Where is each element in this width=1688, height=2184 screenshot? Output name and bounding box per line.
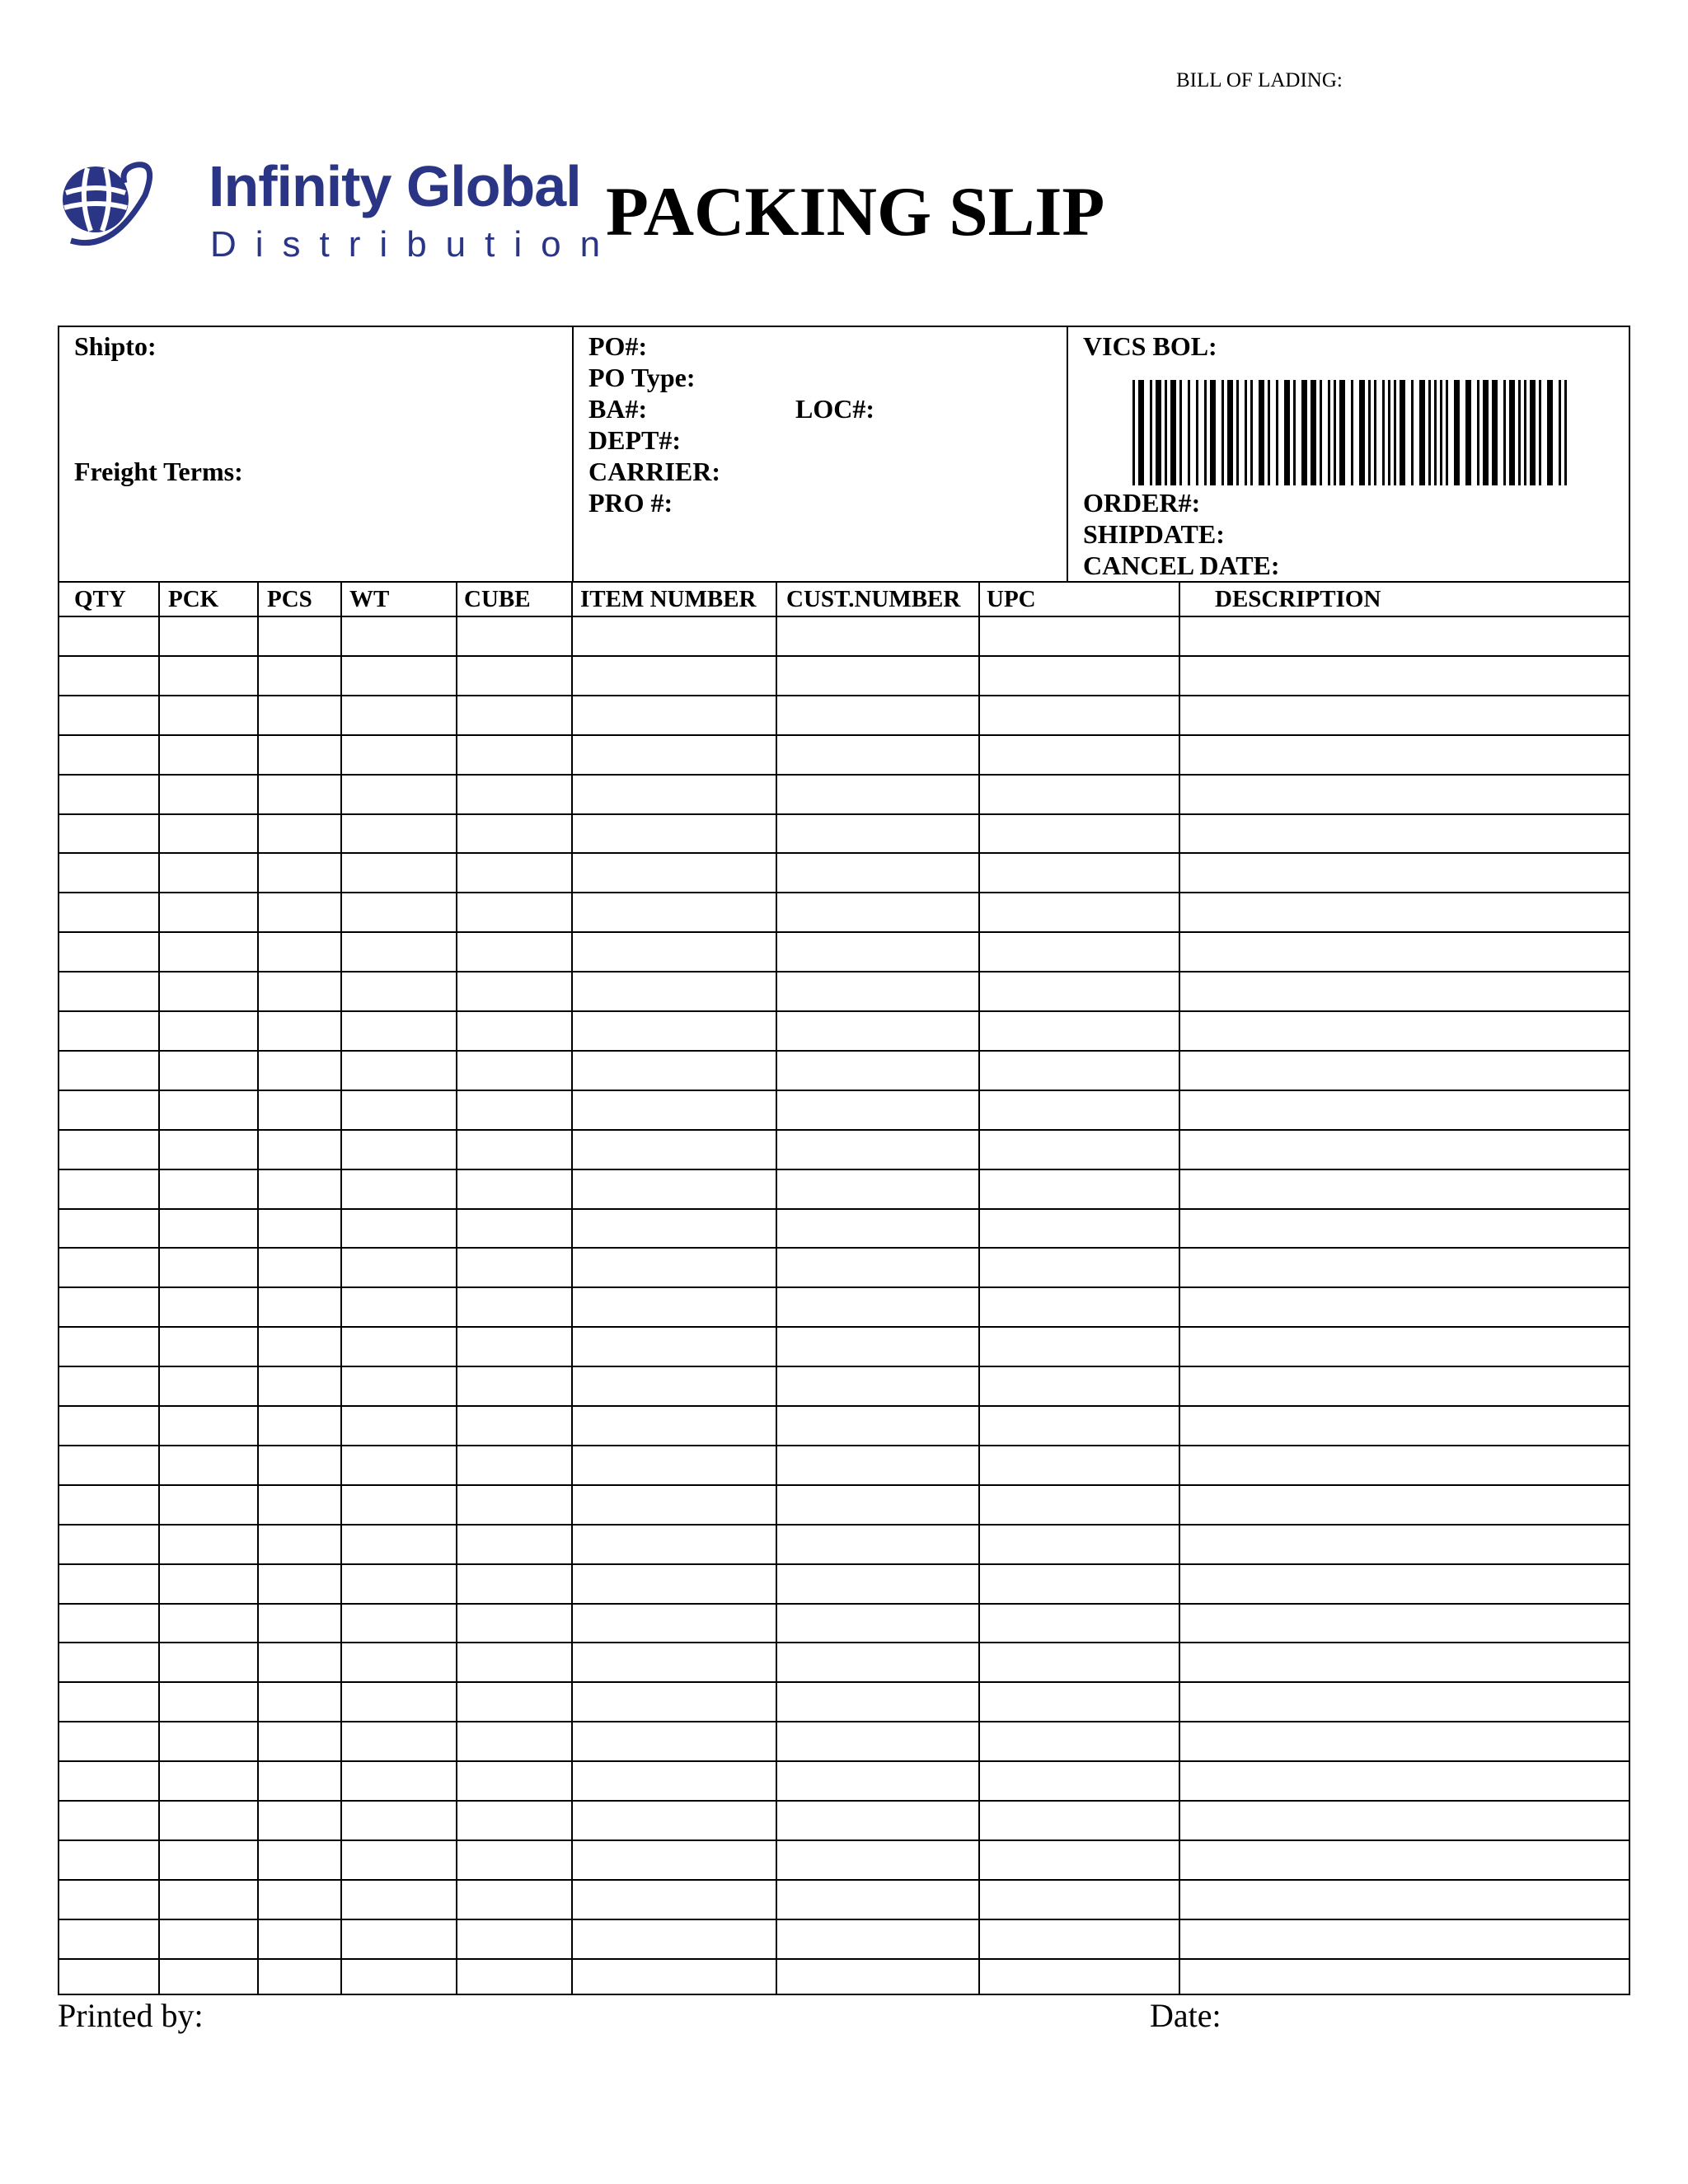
column-divider (776, 583, 777, 1994)
table-row (59, 1760, 1629, 1762)
table-row (59, 1642, 1629, 1643)
table-row (59, 1445, 1629, 1446)
table-row (59, 734, 1629, 736)
table-row (59, 971, 1629, 972)
column-header-item-number: ITEM NUMBER (580, 586, 757, 612)
vics-bol-label: VICS BOL: (1083, 331, 1217, 361)
table-row (59, 852, 1629, 854)
column-header-wt: WT (349, 586, 390, 612)
shipto-label: Shipto: (74, 331, 157, 361)
table-row (59, 1010, 1629, 1012)
table-row (59, 1366, 1629, 1367)
table-row (59, 1919, 1629, 1920)
table-row (59, 1050, 1629, 1052)
barcode-icon (1132, 380, 1569, 485)
table-row (59, 813, 1629, 815)
column-header-pck: PCK (168, 586, 219, 612)
table-row (59, 1800, 1629, 1802)
table-row (59, 1405, 1629, 1407)
column-divider (571, 583, 573, 1994)
table-row (59, 695, 1629, 696)
printed-by-label: Printed by: (58, 1997, 204, 2034)
column-header-cust-number: CUST.NUMBER (786, 586, 961, 612)
column-header-cube: CUBE (464, 586, 531, 612)
table-row (59, 616, 1629, 617)
table-row (59, 1524, 1629, 1526)
table-row (59, 1840, 1629, 1841)
po-number-label: PO#: (588, 331, 648, 361)
column-header-description: DESCRIPTION (1215, 586, 1381, 612)
column-divider (978, 583, 980, 1994)
items-table (58, 581, 1630, 1995)
table-row (59, 1090, 1629, 1091)
logo-wordmark: Infinity Global (209, 154, 581, 218)
table-row (59, 1603, 1629, 1605)
column-divider (257, 583, 259, 1994)
table-row (59, 1169, 1629, 1170)
column-divider (158, 583, 160, 1994)
table-row (59, 774, 1629, 776)
column-divider (1179, 583, 1180, 1994)
globe-icon (63, 165, 150, 243)
cancel-date-label: CANCEL DATE: (1083, 551, 1280, 580)
column-header-pcs: PCS (267, 586, 312, 612)
divider (572, 327, 574, 581)
ba-number-label: BA#: (588, 394, 648, 424)
table-row (59, 931, 1629, 933)
column-divider (340, 583, 342, 1994)
divider (1067, 327, 1068, 581)
loc-number-label: LOC#: (795, 394, 874, 424)
shipdate-label: SHIPDATE: (1083, 519, 1225, 549)
page-title: PACKING SLIP (606, 173, 1105, 251)
table-row (59, 1681, 1629, 1683)
shipping-info-box (58, 326, 1630, 583)
table-row (59, 1247, 1629, 1249)
column-header-upc: UPC (987, 586, 1036, 612)
table-row (59, 1129, 1629, 1131)
table-row (59, 1326, 1629, 1328)
column-header-qty: QTY (74, 586, 126, 612)
table-row (59, 1879, 1629, 1881)
order-number-label: ORDER#: (1083, 488, 1201, 518)
bill-of-lading-label: BILL OF LADING: (1176, 69, 1343, 91)
table-row (59, 892, 1629, 893)
po-type-label: PO Type: (588, 363, 696, 392)
carrier-label: CARRIER: (588, 457, 720, 486)
logo-subtitle: Distribution (210, 224, 620, 265)
date-label: Date: (1150, 1997, 1221, 2034)
pro-number-label: PRO #: (588, 488, 673, 518)
table-row (59, 1286, 1629, 1288)
dept-number-label: DEPT#: (588, 425, 681, 455)
table-row (59, 1958, 1629, 1960)
table-row (59, 1721, 1629, 1722)
freight-terms-label: Freight Terms: (74, 457, 243, 486)
table-row (59, 1208, 1629, 1210)
table-row (59, 1563, 1629, 1565)
table-row (59, 655, 1629, 657)
column-divider (456, 583, 457, 1994)
table-row (59, 1484, 1629, 1486)
